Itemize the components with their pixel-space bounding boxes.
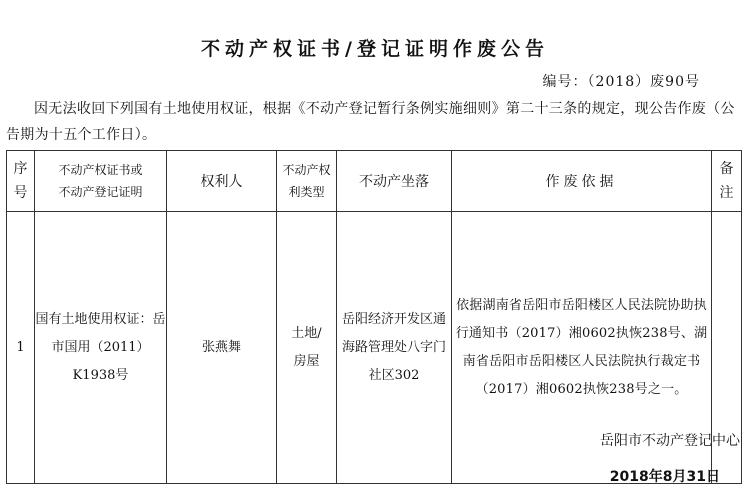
issue-date: 2018年8月31日 — [609, 469, 720, 485]
header-location: 不动产坐落 — [337, 151, 452, 212]
row-seq: 1 — [7, 212, 35, 484]
header-remark — [712, 151, 742, 212]
header-seq — [7, 151, 35, 212]
row-basis: 依据湖南省岳阳市岳阳楼区人民法院协助执行通知书（2017）湘0602执恢238号、湖南省岳阳市岳阳楼区人民法院执行裁定书（2017）湘0602执恢238号之一。 — [452, 212, 712, 484]
issuing-office: 岳阳市不动产登记中心 — [600, 433, 740, 449]
row-holder: 张燕舞 — [167, 212, 277, 484]
header-holder: 权利人 — [167, 151, 277, 212]
intro-paragraph: 因无法收回下列国有土地使用权证，根据《不动产登记暂行条例实施细则》第二十三条的规定，现公告作废（公告期为十五个工作日）。 — [6, 101, 735, 143]
row-type-line2: 房屋 — [293, 353, 320, 369]
row-type-line1: 土地/ — [291, 325, 322, 341]
header-basis: 作废依据 — [452, 151, 712, 212]
table-header-row — [7, 151, 742, 212]
header-type-line1: 不动产权 — [282, 163, 331, 177]
row-cert: 国有土地使用权证：岳市国用（2011）K1938号 — [35, 212, 167, 484]
page-title: 不动产权证书/登记证明作废公告 — [201, 38, 549, 60]
row-location: 岳阳经济开发区通海路管理处八字门社区302 — [337, 212, 452, 484]
header-seq-line1: 序 — [13, 161, 28, 177]
header-cert-line1: 不动产权证书或 — [58, 163, 143, 177]
header-seq-line2: 号 — [13, 185, 28, 201]
row-type — [277, 212, 337, 484]
header-cert — [35, 151, 167, 212]
header-remark-line1: 备 — [719, 161, 734, 177]
header-type — [277, 151, 337, 212]
header-remark-line2: 注 — [719, 185, 734, 201]
header-cert-line2: 不动产登记证明 — [58, 185, 143, 199]
document-number: 编号：（2018）废90号 — [542, 74, 700, 90]
header-type-line2: 利类型 — [288, 185, 325, 199]
